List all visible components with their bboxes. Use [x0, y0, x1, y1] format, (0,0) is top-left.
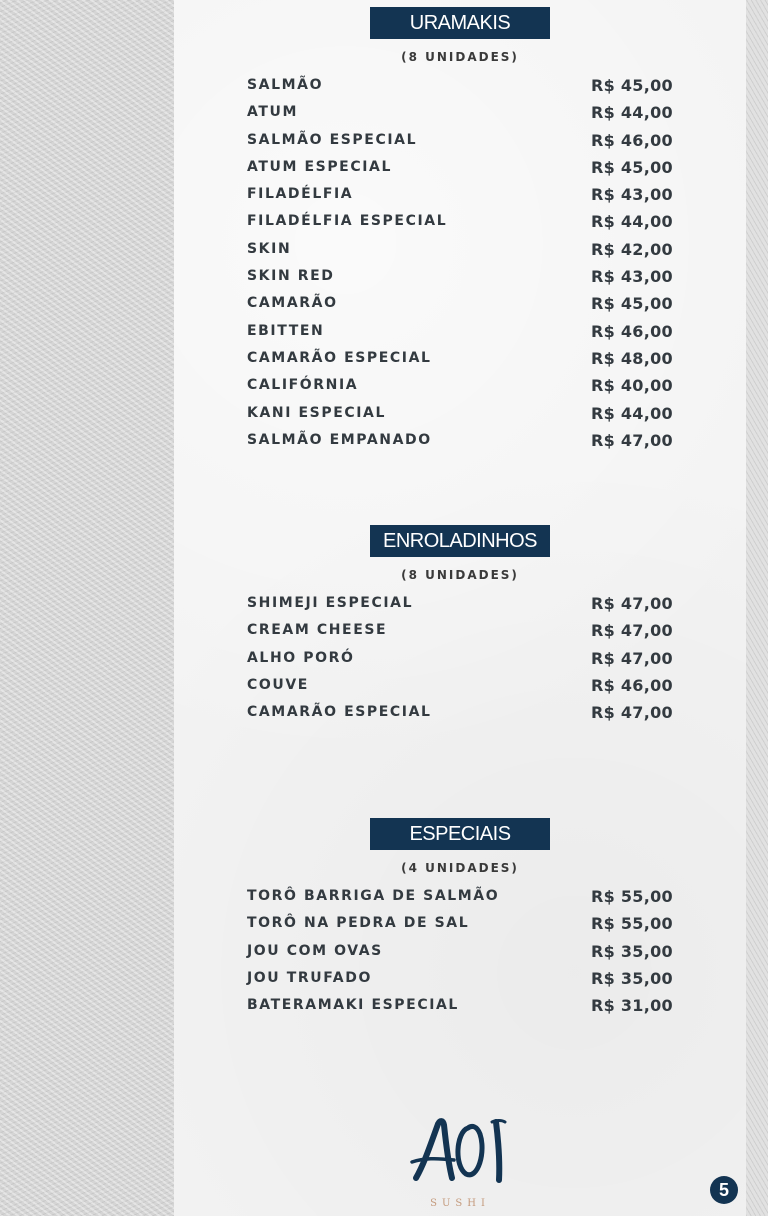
- item-name: JOU TRUFADO: [247, 969, 372, 986]
- item-price: R$ 45,00: [590, 76, 673, 95]
- aoi-brush-logo-icon: [410, 1116, 510, 1196]
- menu-list: [247, 77, 673, 459]
- section-title: URAMAKIS: [370, 7, 550, 39]
- item-name: SHIMEJI ESPECIAL: [247, 595, 414, 611]
- item-price: R$ 46,00: [590, 130, 673, 150]
- item-name: FILADÉLFIA: [247, 186, 354, 203]
- aoi-sushi-logo: [410, 1116, 510, 1209]
- item-name: BATERAMAKI ESPECIAL: [247, 997, 459, 1014]
- section-title: ESPECIAIS: [370, 818, 550, 850]
- item-price: R$ 45,00: [590, 157, 673, 177]
- item-name: SKIN: [247, 240, 292, 257]
- item-price: R$ 40,00: [590, 376, 673, 396]
- menu-item: [247, 350, 673, 377]
- item-price: R$ 45,00: [590, 294, 673, 314]
- logo-subtitle: SUSHI: [430, 1198, 490, 1209]
- menu-item: [247, 268, 673, 295]
- item-price: R$ 35,00: [590, 941, 673, 961]
- item-name: ATUM ESPECIAL: [247, 158, 392, 175]
- menu-item: [247, 432, 673, 459]
- item-name: JOU COM OVAS: [247, 942, 383, 959]
- item-price: R$ 42,00: [590, 239, 673, 259]
- item-price: R$ 47,00: [590, 621, 673, 641]
- item-name: CALIFÓRNIA: [247, 377, 359, 394]
- menu-item: [247, 77, 673, 104]
- item-name: CAMARÃO: [247, 295, 338, 312]
- menu-item: [247, 970, 673, 997]
- item-name: EBITTEN: [247, 322, 325, 339]
- menu-item: [247, 213, 673, 240]
- item-name: SALMÃO: [247, 77, 324, 93]
- item-name: TORÔ BARRIGA DE SALMÃO: [247, 888, 500, 904]
- menu-item: [247, 888, 673, 915]
- menu-item: [247, 677, 673, 704]
- menu-item: [247, 650, 673, 677]
- menu-list: [247, 595, 673, 731]
- menu-item: [247, 377, 673, 404]
- menu-item: [247, 943, 673, 970]
- menu-item: [247, 241, 673, 268]
- item-price: R$ 47,00: [590, 648, 673, 668]
- menu-item: [247, 186, 673, 213]
- item-price: R$ 43,00: [590, 267, 673, 287]
- menu-item: [247, 997, 673, 1024]
- item-name: KANI ESPECIAL: [247, 404, 386, 421]
- menu-item: [247, 159, 673, 186]
- section-subtitle: (4 UNIDADES): [401, 861, 519, 875]
- item-name: CAMARÃO ESPECIAL: [247, 349, 432, 366]
- item-name: SKIN RED: [247, 268, 335, 285]
- background-wall-left: [0, 0, 174, 1216]
- menu-item: [247, 915, 673, 942]
- item-name: CREAM CHEESE: [247, 622, 388, 639]
- menu-item: [247, 104, 673, 131]
- menu-item: [247, 295, 673, 322]
- item-name: ATUM: [247, 104, 298, 121]
- menu-item: [247, 405, 673, 432]
- menu-item: [247, 132, 673, 159]
- menu-item: [247, 595, 673, 622]
- item-price: R$ 47,00: [590, 594, 673, 613]
- item-price: R$ 47,00: [590, 703, 673, 723]
- item-name: SALMÃO EMPANADO: [247, 431, 432, 448]
- item-price: R$ 46,00: [590, 675, 673, 695]
- menu-page: [174, 0, 746, 1216]
- menu-item: [247, 622, 673, 649]
- item-name: FILADÉLFIA ESPECIAL: [247, 213, 448, 230]
- item-name: CAMARÃO ESPECIAL: [247, 704, 432, 721]
- item-price: R$ 55,00: [590, 914, 673, 934]
- item-price: R$ 35,00: [590, 968, 673, 988]
- background-wall-right: [746, 0, 768, 1216]
- item-price: R$ 43,00: [590, 185, 673, 205]
- item-price: R$ 44,00: [590, 403, 673, 423]
- menu-item: [247, 323, 673, 350]
- menu-item: [247, 704, 673, 731]
- item-price: R$ 47,00: [590, 430, 673, 450]
- item-name: TORÔ NA PEDRA DE SAL: [247, 915, 470, 932]
- menu-list: [247, 888, 673, 1024]
- item-price: R$ 48,00: [590, 348, 673, 368]
- item-name: SALMÃO ESPECIAL: [247, 131, 418, 148]
- section-subtitle: (8 UNIDADES): [401, 568, 519, 582]
- section-title: ENROLADINHOS: [370, 525, 550, 557]
- item-price: R$ 55,00: [590, 887, 673, 906]
- item-price: R$ 31,00: [590, 996, 673, 1016]
- item-price: R$ 44,00: [590, 212, 673, 232]
- item-price: R$ 44,00: [590, 103, 673, 123]
- item-name: ALHO PORÓ: [247, 649, 355, 666]
- page-number-badge: 5: [710, 1176, 738, 1204]
- section-subtitle: (8 UNIDADES): [401, 50, 519, 64]
- item-price: R$ 46,00: [590, 321, 673, 341]
- item-name: COUVE: [247, 676, 309, 693]
